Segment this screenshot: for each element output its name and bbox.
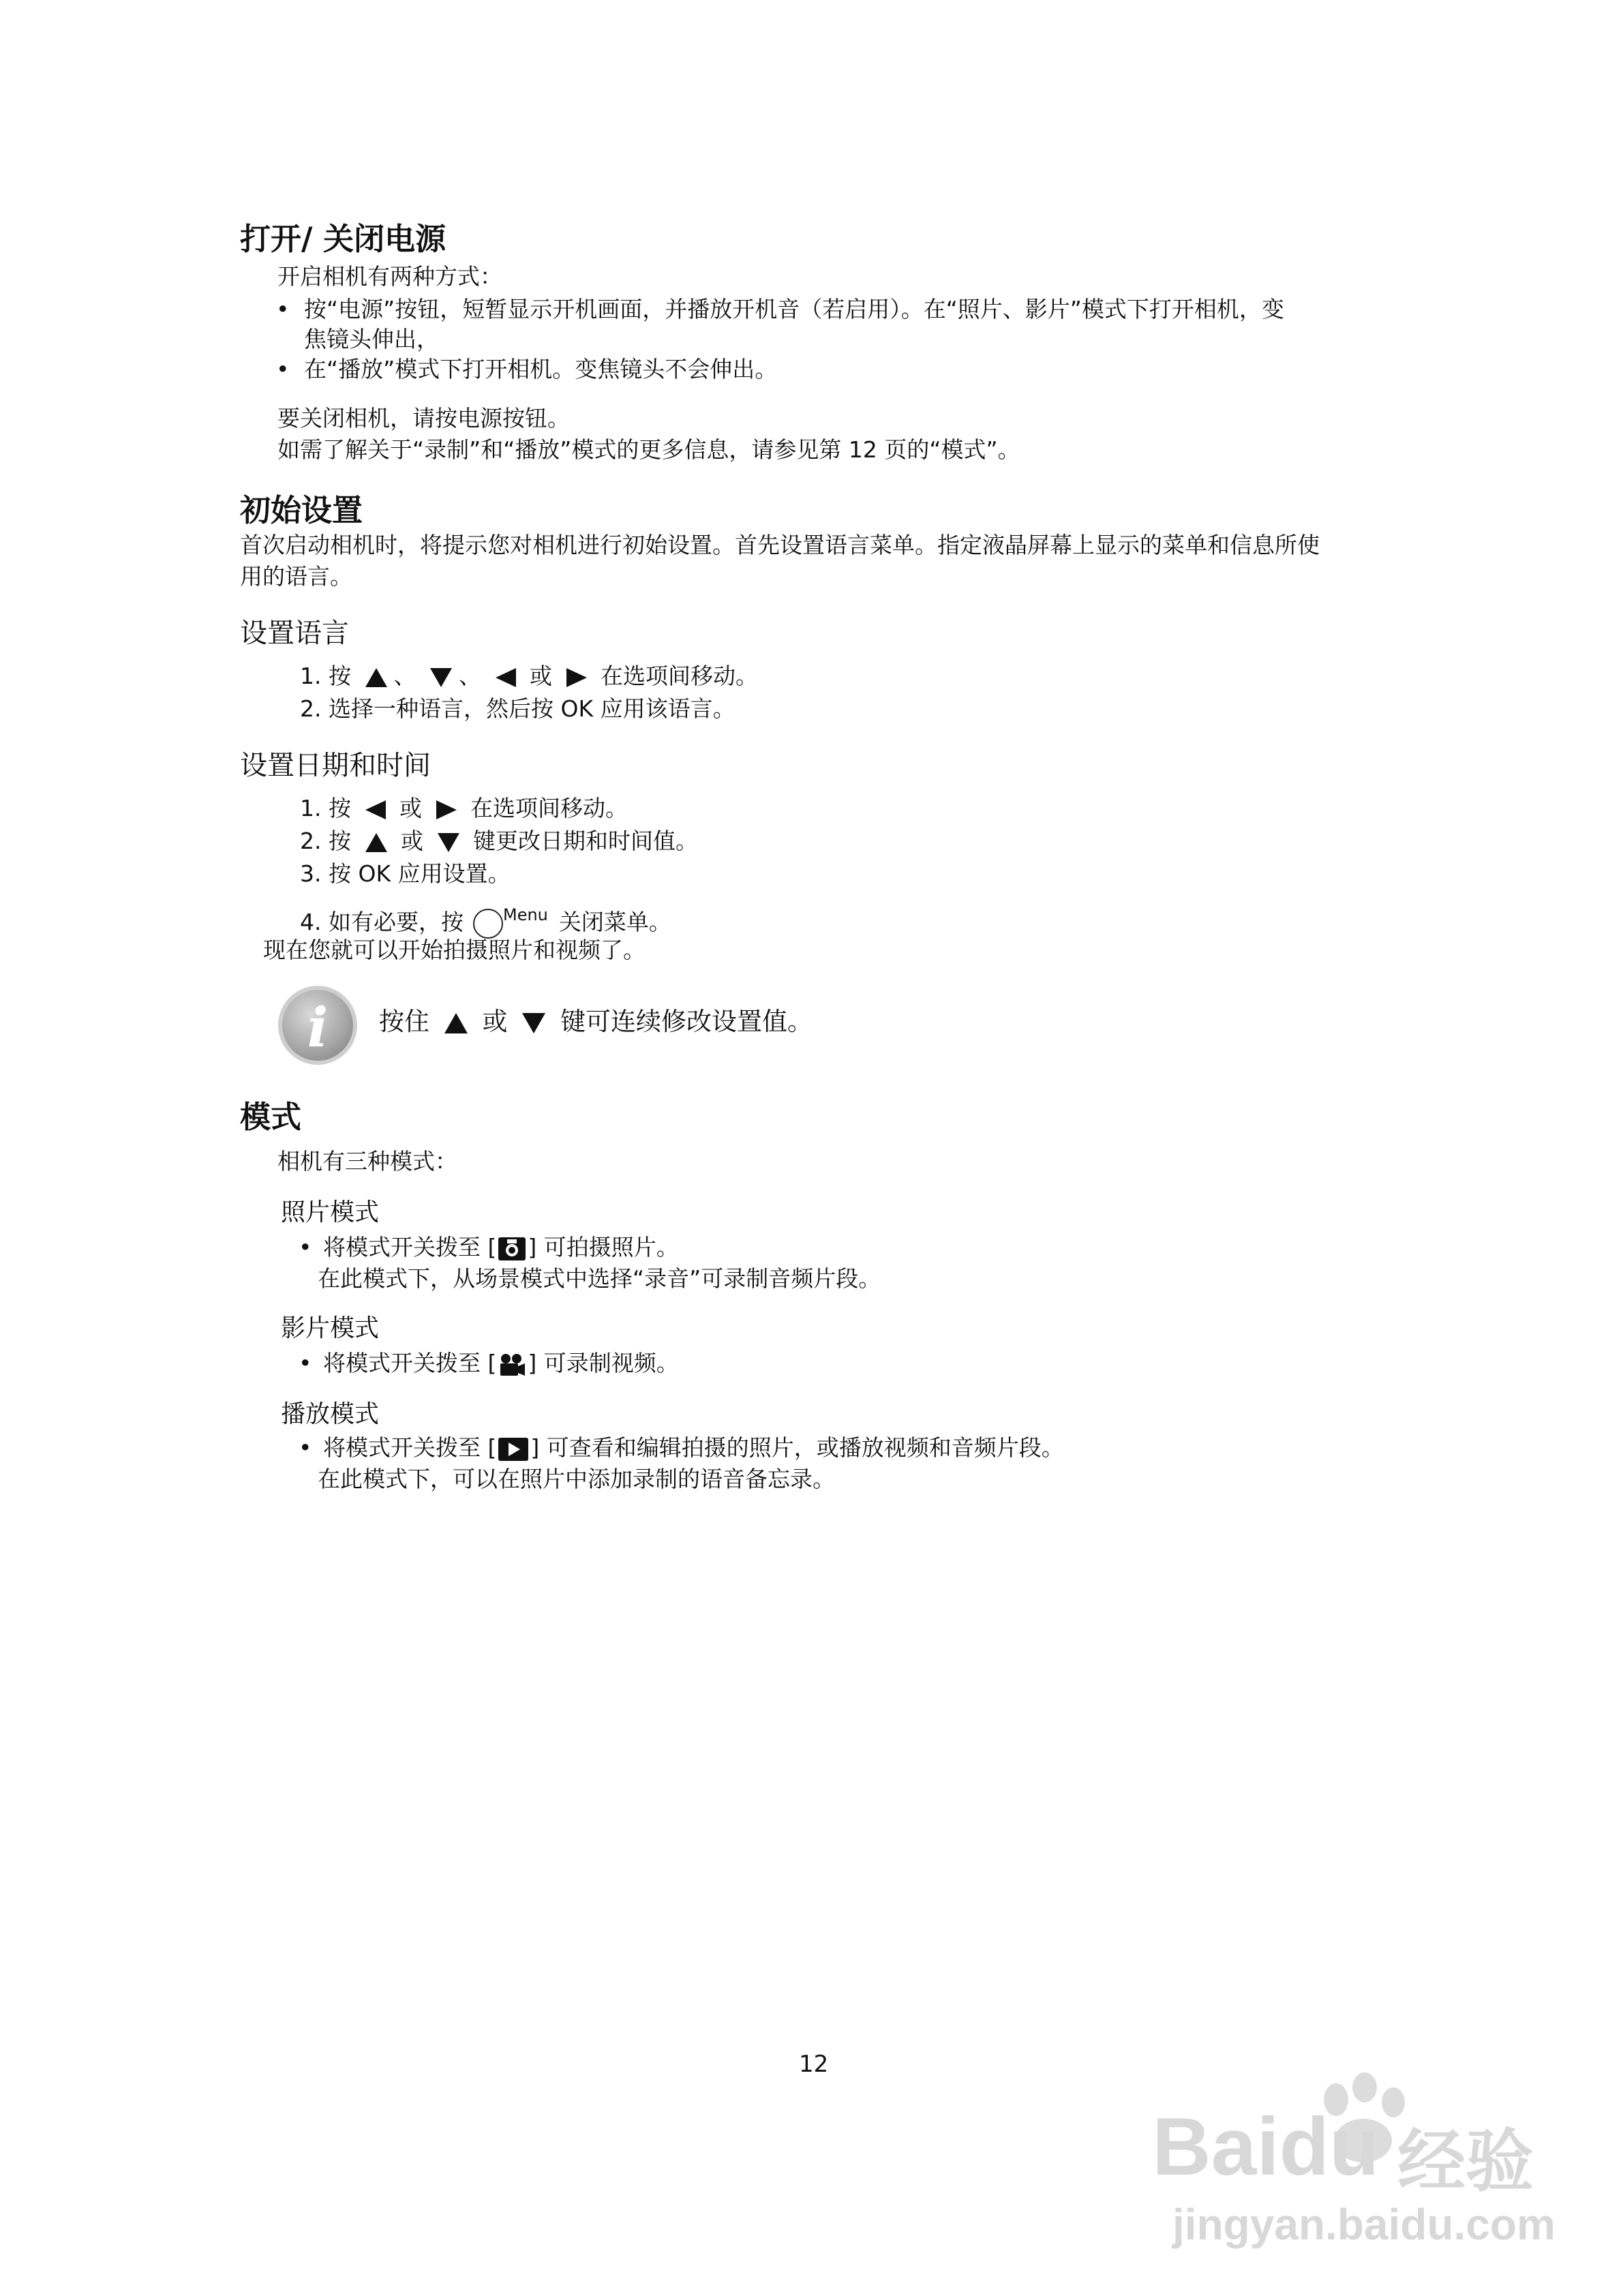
bullet-text: 将模式开关拨至 [ <box>323 1234 497 1260</box>
step-text: 关闭菜单。 <box>558 909 671 935</box>
modes-intro: 相机有三种模式： <box>277 1148 457 1175</box>
datetime-step-4 <box>300 898 671 939</box>
step-text: 按 <box>329 663 351 689</box>
power-bullet-2: 在“播放”模式下打开相机。变焦镜头不会伸出。 <box>304 356 778 382</box>
bullet: • <box>299 1234 312 1260</box>
step-text: 4. 如有必要，按 <box>300 909 464 935</box>
left-arrow-icon <box>494 667 517 689</box>
up-arrow-icon <box>364 667 389 689</box>
step-text: 在选项间移动。 <box>470 795 628 821</box>
page-number: 12 <box>799 2051 829 2078</box>
bullet: • <box>276 296 290 322</box>
section-title-modes: 模式 <box>240 1099 302 1135</box>
bullet: • <box>276 356 290 382</box>
bullet-text: ] 可拍摄照片。 <box>528 1234 679 1260</box>
step-number: 1. <box>300 795 322 821</box>
initial-paragraph-line-1: 首次启动相机时，将提示您对相机进行初始设置。首先设置语言菜单。指定液晶屏幕上显示的菜单和信息所使 <box>240 532 1320 558</box>
initial-paragraph-line-2: 用的语言。 <box>240 563 352 590</box>
datetime-step-3: 3. 按 OK 应用设置。 <box>300 860 511 887</box>
down-arrow-icon <box>521 1012 547 1035</box>
tip-text <box>379 1005 813 1039</box>
watermark-brand: Baidu <box>1152 2101 1380 2192</box>
separator: 、 <box>459 663 481 689</box>
photo-mode-title: 照片模式 <box>281 1198 380 1226</box>
step-text: 键更改日期和时间值。 <box>473 828 698 854</box>
language-step-2: 2. 选择一种语言，然后按 OK 应用该语言。 <box>300 695 735 722</box>
watermark-url: jingyan.baidu.com <box>1172 2200 1556 2249</box>
bullet-text: ] 可查看和编辑拍摄的照片，或播放视频和音频片段。 <box>530 1434 1064 1461</box>
separator: 、 <box>393 663 416 689</box>
play-icon <box>498 1437 529 1462</box>
tip-text-a: 按住 <box>379 1007 429 1036</box>
or-text: 或 <box>530 663 552 689</box>
language-step-1 <box>300 660 758 693</box>
playback-mode-title: 播放模式 <box>281 1400 380 1428</box>
power-bullet-1-line-1: 按“电源”按钮，短暂显示开机画面，并播放开机音（若启用）。在“照片、影片”模式下打开相机，变 <box>304 296 1284 322</box>
menu-button-label: Menu <box>502 905 548 924</box>
step-text: 在选项间移动。 <box>601 663 758 689</box>
video-mode-bullet <box>323 1347 679 1380</box>
or-text: 或 <box>482 1007 508 1036</box>
photo-mode-bullet <box>323 1231 679 1264</box>
bullet-text: ] 可录制视频。 <box>528 1350 679 1376</box>
info-icon <box>278 986 357 1065</box>
bullet: • <box>299 1434 312 1461</box>
datetime-step-2 <box>300 825 698 858</box>
camera-icon <box>498 1237 526 1261</box>
playback-mode-note: 在此模式下，可以在照片中添加录制的语音备忘录。 <box>318 1466 835 1492</box>
right-arrow-icon <box>435 799 458 821</box>
up-arrow-icon <box>443 1012 469 1035</box>
or-text: 或 <box>401 828 423 854</box>
section-title-datetime: 设置日期和时间 <box>240 750 431 781</box>
info-icon-letter: i <box>307 995 329 1059</box>
power-more-info: 如需了解关于“录制”和“播放”模式的更多信息，请参见第 12 页的“模式”。 <box>277 436 1020 463</box>
right-arrow-icon <box>565 667 588 689</box>
step-text: 按 <box>329 828 351 854</box>
power-intro: 开启相机有两种方式： <box>277 263 502 290</box>
down-arrow-icon <box>436 832 461 854</box>
step-text: 按 <box>329 795 351 821</box>
photo-mode-note: 在此模式下，从场景模式中选择“录音”可录制音频片段。 <box>318 1265 881 1292</box>
datetime-done-text: 现在您就可以开始拍摄照片和视频了。 <box>263 937 646 963</box>
down-arrow-icon <box>429 667 453 689</box>
datetime-step-1 <box>300 792 628 825</box>
section-title-power: 打开/ 关闭电源 <box>240 221 446 257</box>
up-arrow-icon <box>364 832 389 854</box>
bullet: • <box>299 1350 312 1376</box>
step-number: 1. <box>300 663 322 689</box>
left-arrow-icon <box>364 799 387 821</box>
bullet-text: 将模式开关拨至 [ <box>323 1434 497 1461</box>
section-title-initial: 初始设置 <box>240 492 363 528</box>
playback-mode-bullet <box>323 1432 1064 1464</box>
tip-text-b: 键可连续修改设置值。 <box>560 1007 813 1036</box>
section-title-language: 设置语言 <box>240 618 349 649</box>
power-off-text: 要关闭相机，请按电源按钮。 <box>277 405 570 432</box>
video-camera-icon <box>498 1353 526 1377</box>
step-number: 2. <box>300 828 322 854</box>
video-mode-title: 影片模式 <box>281 1314 380 1342</box>
or-text: 或 <box>399 795 422 821</box>
bullet-text: 将模式开关拨至 [ <box>323 1350 497 1376</box>
power-bullet-1-line-2: 焦镜头伸出， <box>304 326 439 352</box>
watermark-cn: 经验 <box>1397 2121 1534 2201</box>
